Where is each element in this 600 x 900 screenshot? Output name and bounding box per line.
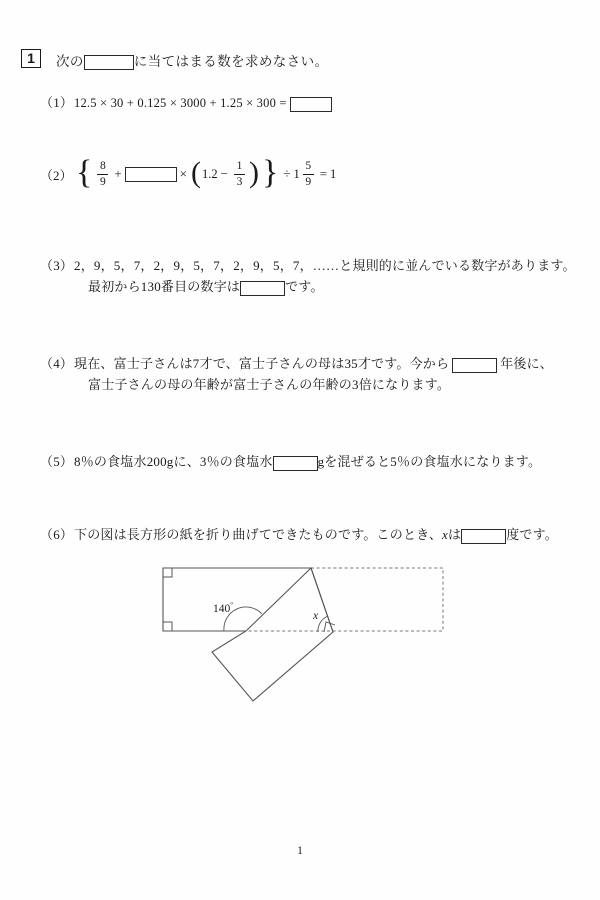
- section-number-box: 1: [21, 49, 41, 68]
- fraction-5-9-numerator: 5: [305, 160, 312, 172]
- problem-1-number: （1）: [40, 95, 74, 110]
- problem-3-line2-post: です。: [285, 279, 324, 294]
- fraction-1-3-numerator: 1: [236, 160, 243, 172]
- problem-6-variable: x: [442, 527, 449, 542]
- problem-4-line2: 富士子さんの母の年齢が富士子さんの年齢の3倍になります。: [88, 377, 451, 392]
- mixed-whole-part: 1: [293, 166, 300, 181]
- problem-4-line1-post: 年後に、: [500, 356, 554, 371]
- problem-3-number: （3）: [40, 258, 74, 273]
- answer-blank-5[interactable]: [273, 456, 318, 471]
- fraction-8-9: [97, 160, 108, 188]
- problem-6-number: （6）: [40, 527, 74, 542]
- problem-6-mid: は: [448, 527, 462, 542]
- fraction-1-3: [234, 160, 245, 188]
- problem-3: [40, 255, 576, 297]
- answer-blank-3[interactable]: [240, 281, 285, 296]
- problem-6-post: 度です。: [506, 527, 558, 542]
- inst-pre-text: 次の: [56, 54, 84, 69]
- problem-1: [40, 92, 332, 114]
- fraction-5-9-denominator: 9: [303, 174, 314, 188]
- fold-crease-line: [311, 568, 333, 632]
- problem-5: [40, 451, 541, 472]
- problem-5-number: （5）: [40, 454, 74, 469]
- multiply-operator: ×: [179, 166, 188, 182]
- figure-angle-140-label: [213, 600, 233, 615]
- problem-1-expression: 12.5 × 30 + 0.125 × 3000 + 1.25 × 300 =: [74, 96, 287, 110]
- divide-operator: ÷: [283, 166, 291, 182]
- section-instruction-pre: [56, 54, 84, 69]
- fraction-1-3-denominator: 3: [234, 174, 245, 188]
- angle-140-value: 140: [213, 602, 231, 615]
- problem-3-line2-pre: 最初から130番目の数字は: [88, 279, 241, 294]
- fraction-8-9-denominator: 9: [97, 174, 108, 188]
- angle-arc-x-icon: [318, 616, 328, 632]
- problem-2-result: 1: [330, 166, 337, 181]
- problem-5-post: gを混ぜると5％の食塩水になります。: [317, 454, 542, 469]
- right-angle-mark-top-left-icon: [163, 568, 172, 577]
- problem-6: [40, 524, 558, 545]
- inst-post-text: に当てはまる数を求めなさい。: [133, 54, 329, 69]
- page-number: 1: [297, 845, 303, 857]
- dashed-original-rectangle: [246, 568, 443, 631]
- problem-6-pre: 下の図は長方形の紙を折り曲げてできたものです。このとき、: [74, 527, 443, 542]
- answer-blank-1[interactable]: [290, 97, 332, 112]
- rectangle-left-outline: [163, 568, 311, 631]
- answer-blank-2[interactable]: [125, 167, 177, 182]
- folded-flap-shape: [212, 568, 333, 701]
- degree-symbol: °: [230, 600, 234, 609]
- figure-folded-rectangle: [140, 548, 470, 723]
- fraction-8-9-numerator: 8: [99, 160, 106, 172]
- fraction-5-9: [303, 160, 314, 188]
- answer-blank-6[interactable]: [461, 529, 506, 544]
- problem-4-number: （4）: [40, 356, 74, 371]
- problem-2: （2） { $\frac{8}{9}$ + × ( 1.2 − $\frac{1}{3}$ ) } ÷ 1 $\frac{5}{9}$ = 1: [40, 154, 337, 192]
- problem-4-line1-pre: 現在、富士子さんは7才で、富士子さんの母は35才です。今から: [74, 356, 450, 371]
- right-angle-mark-bottom-left-icon: [163, 622, 172, 631]
- problem-3-line2: [88, 276, 576, 297]
- section-instruction: [56, 50, 328, 70]
- answer-blank-header[interactable]: [84, 55, 134, 70]
- equals-operator: =: [319, 166, 328, 182]
- problem-4: [40, 353, 553, 395]
- answer-blank-4[interactable]: [452, 358, 497, 373]
- figure-angle-x-label: x: [313, 610, 319, 622]
- figure-svg: [140, 548, 470, 723]
- minus-operator: −: [220, 166, 228, 182]
- problem-2-number: （2）: [40, 167, 73, 183]
- plus-operator: +: [114, 166, 122, 182]
- problem-5-pre: 8％の食塩水200gに、3％の食塩水: [74, 454, 273, 469]
- problem-3-line1: 2，9，5，7，2，9，5，7，2，9，5，7，……と規則的に並んでいる数字があります。: [74, 258, 576, 273]
- decimal-1-2: 1.2: [202, 166, 218, 181]
